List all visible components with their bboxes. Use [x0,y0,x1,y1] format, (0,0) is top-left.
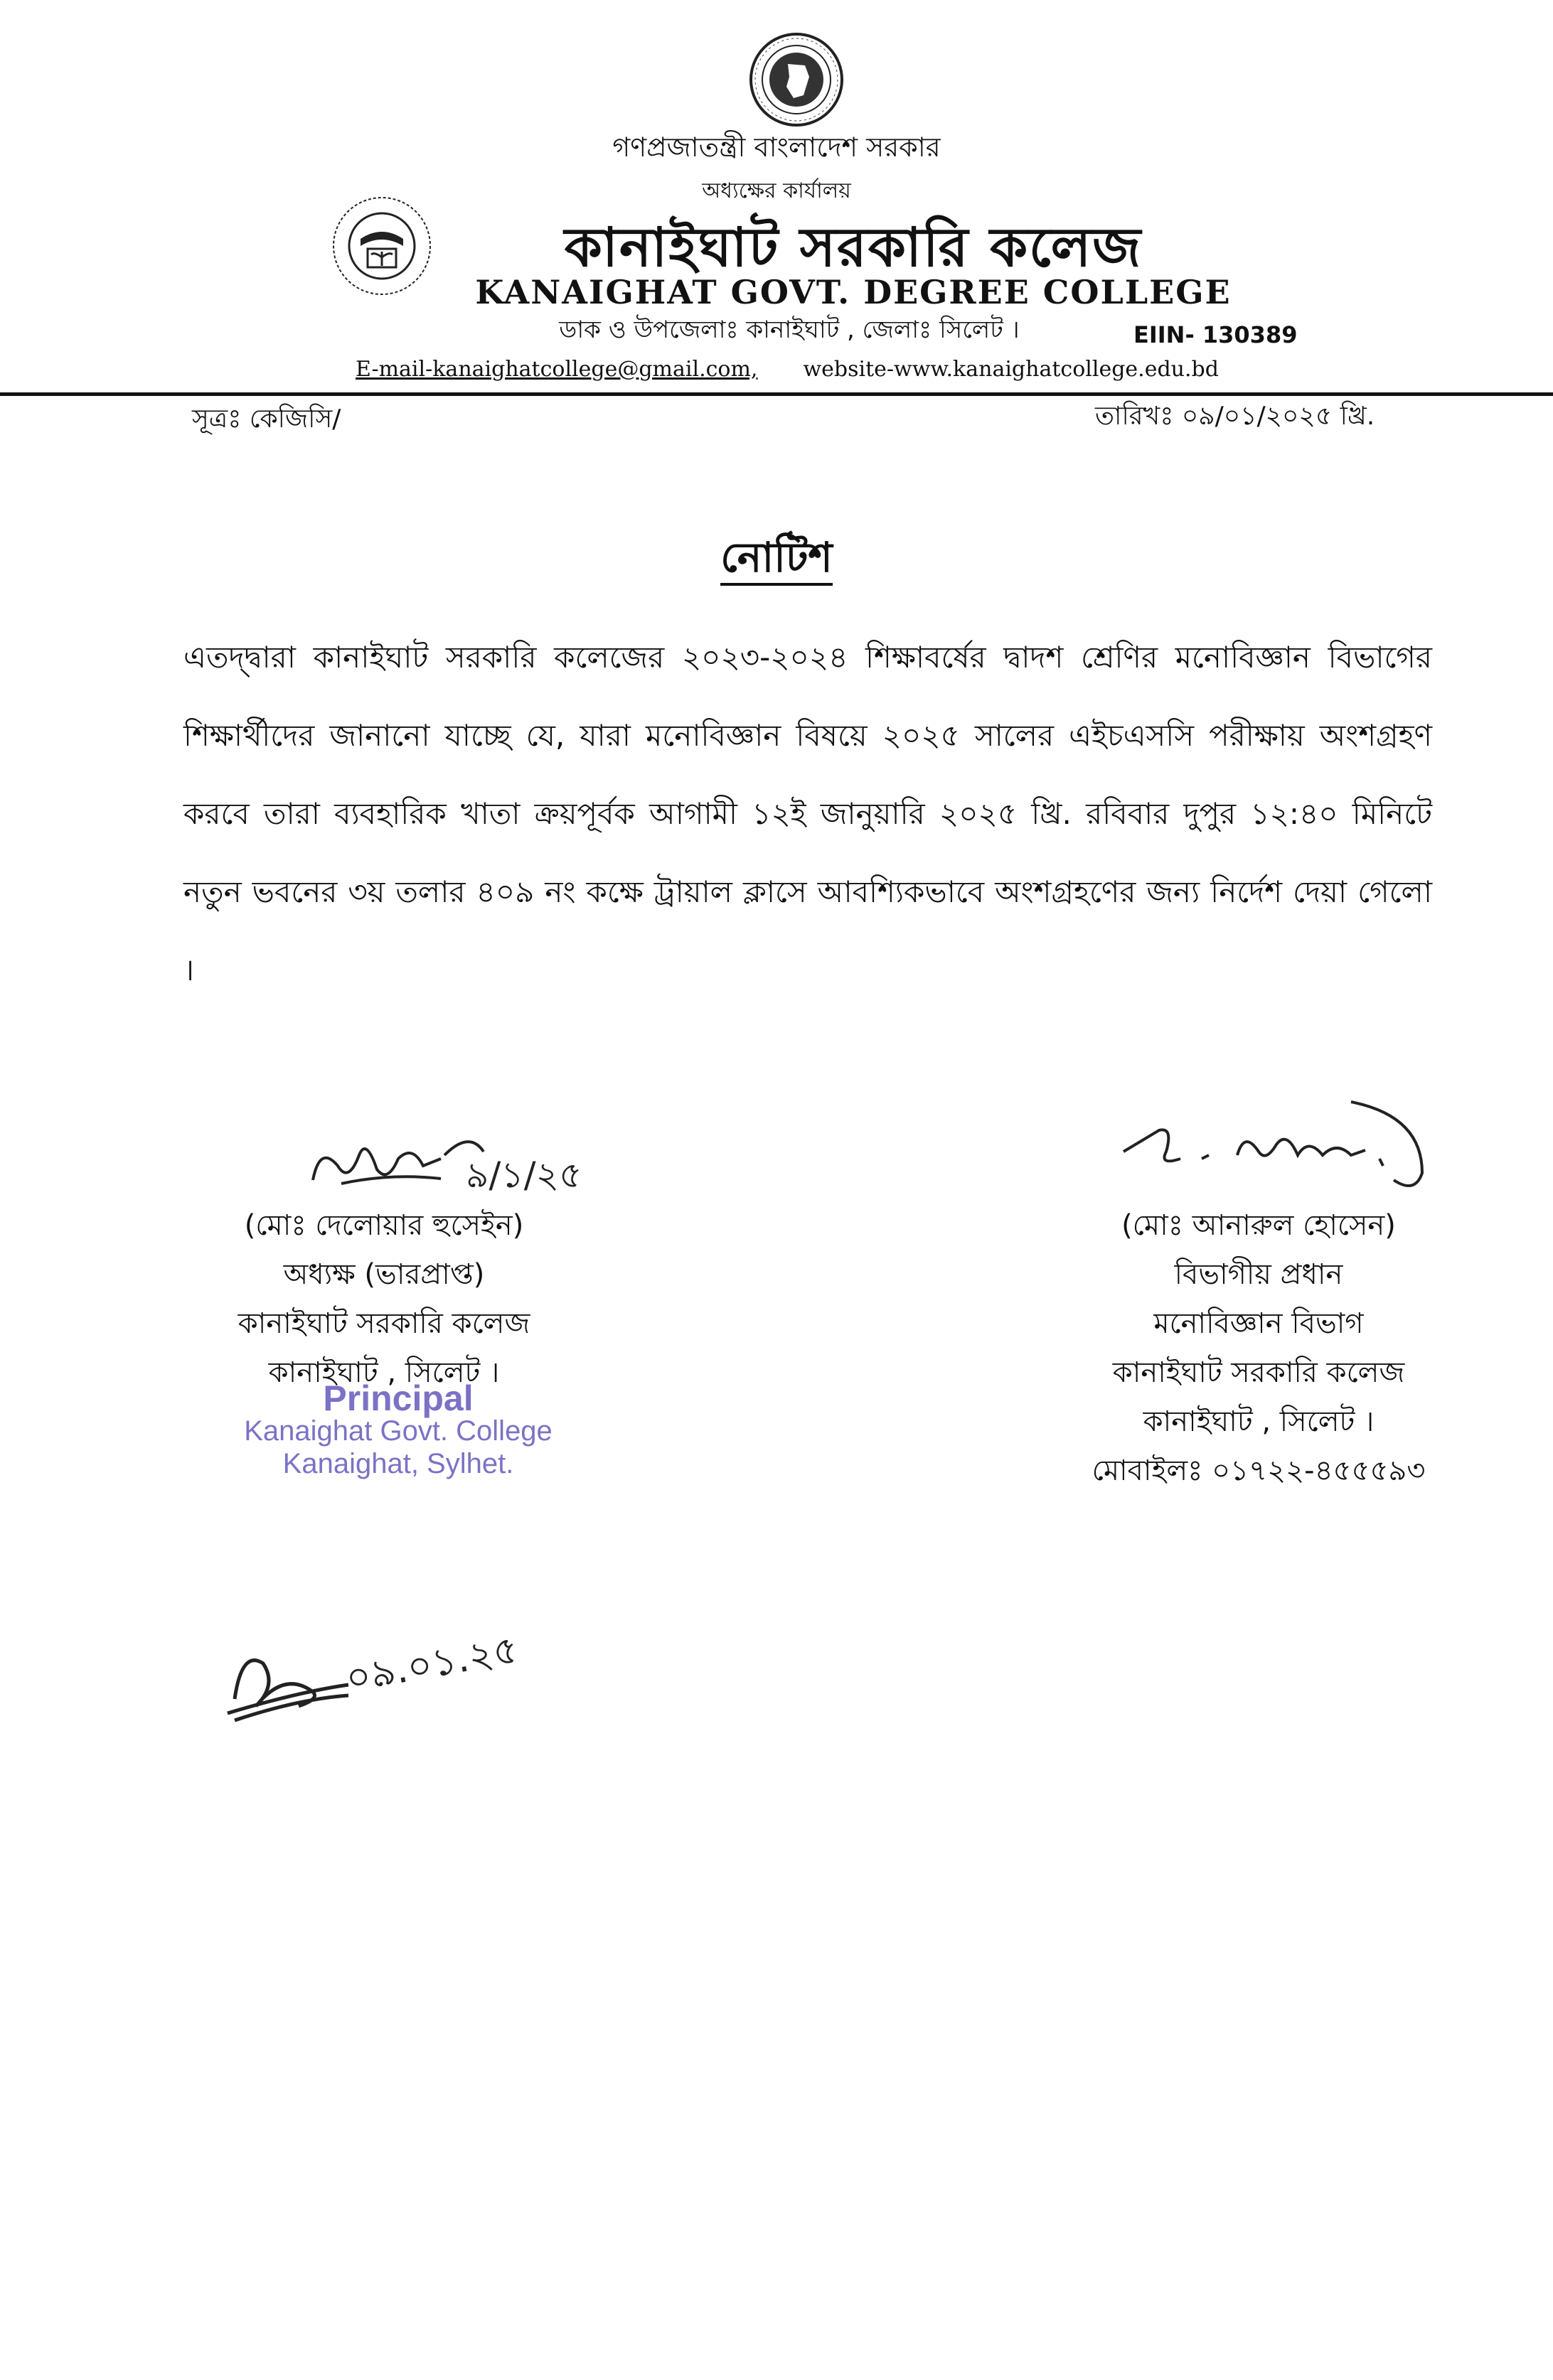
notice-date: তারিখঃ ০৯/০১/২০২৫ খ্রি. [1095,402,1375,431]
department-head-signature [1109,1088,1451,1208]
principal-signature [299,1116,597,1208]
principal-name: (মোঃ দেলোয়ার হুসেইন) [244,1209,524,1242]
head-location: কানাইঘাট , সিলেট । [1143,1405,1375,1438]
office-name: অধ্যক্ষের কার্যালয় [702,178,851,203]
email-link[interactable]: E-mail-kanaighatcollege@gmail.com, [356,357,758,382]
contact-line [356,357,1219,382]
left-signature-date: ৯/১/২৫ [466,1154,582,1196]
bottom-signature-date: ০৯.০১.২৫ [342,1626,522,1701]
stamp-line-3: Kanaighat, Sylhet. [282,1448,514,1479]
stamp-line-2: Kanaighat Govt. College [244,1415,553,1447]
header-divider [0,392,1553,396]
head-college: কানাইঘাট সরকারি কলেজ [1112,1356,1405,1389]
notice-title [0,526,1553,595]
principal-stamp [199,1378,597,1480]
govt-seal-icon [747,30,846,129]
department-head-signature-block [1017,1201,1500,1496]
principal-designation: অধ্যক্ষ (ভারপ্রাপ্ত) [283,1258,485,1291]
head-designation: বিভাগীয় প্রধান [1174,1258,1343,1291]
head-name: (মোঃ আনারুল হোসেন) [1121,1209,1396,1242]
bottom-signature [213,1592,540,1735]
government-name: গণপ্রজাতন্ত্রী বাংলাদেশ সরকার [612,132,941,163]
college-name-english: KANAIGHAT GOVT. DEGREE COLLEGE [475,273,1232,311]
college-address: ডাক ও উপজেলাঃ কানাইঘাট , জেলাঃ সিলেট । [559,316,1020,344]
website-link[interactable]: website-www.kanaighatcollege.edu.bd [803,357,1219,382]
reference-number: সূত্রঃ কেজিসি/ [192,404,341,434]
eiin-number: EIIN- 130389 [1133,321,1298,348]
notice-title-text: নোটিশ [720,533,832,586]
principal-location: কানাইঘাট , সিলেট । [268,1356,500,1389]
head-mobile: মোবাইলঃ ০১৭২২-৪৫৫৫৯৩ [1092,1454,1426,1487]
principal-college: কানাইঘাট সরকারি কলেজ [238,1307,530,1340]
principal-signature-block [178,1201,590,1398]
college-name-bangla: কানাইঘাট সরকারি কলেজ [564,215,1143,279]
notice-body: এতদ্‌দ্বারা কানাইঘাট সরকারি কলেজের ২০২৩-২০২৪ শিক্ষাবর্ষের দ্বাদশ শ্রেণির মনোবিজ্ঞান বিভাগের শিক্ষার্থীদের জানানো যাচ্ছে যে, যারা মনোবিজ্ঞান বিষয়ে ২০২৫ সালের এইচএসসি পরীক্ষায় অংশগ্রহণ করবে তারা ব্যবহারিক খাতা ক্রয়পূর্বক আগামী ১২ই জানুয়ারি ২০২৫ খ্রি. রবিবার দুপুর ১২:৪০ মিনিটে নতুন ভবনের ৩য় তলার ৪০৯ নং কক্ষে ট্রায়াল ক্লাসে আবশ্যিকভাবে অংশগ্রহণের জন্য নির্দেশ দেয়া গেলো । [183,640,1432,987]
head-department: মনোবিজ্ঞান বিভাগ [1153,1307,1364,1340]
stamp-line-1: Principal [323,1378,474,1418]
